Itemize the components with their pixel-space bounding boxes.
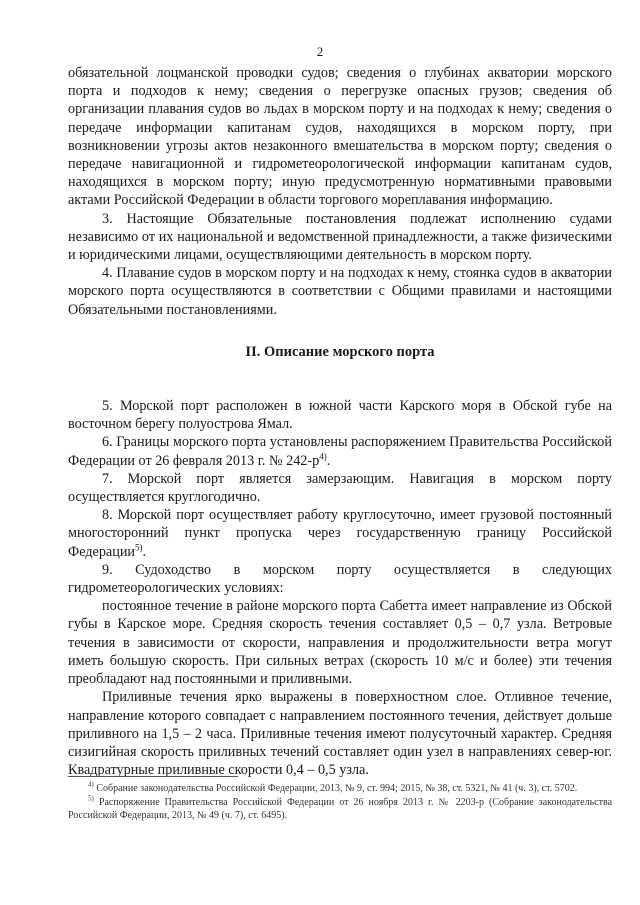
page-number: 2 [316,44,324,59]
paragraph-9: 9. Судоходство в морском порту осуществляется в следующих гидрометеорологических условиях: [68,561,612,597]
footnote-5 [68,796,612,823]
intro-paragraph: обязательной лоцманской проводки судов; сведения о глубинах акватории морского порта и подходов к нему; сведения о перегрузке опасных грузов; сведения об организации плавания судов во льдах в морском порту и на подходах к нему; сведения о передаче информации капитанам судов, находящихся в морском порту, при возникновении угрозы актов незаконного вмешательства в морском порту; сведения о передаче навигационной и гидрометеорологической информации капитанам судов, находящихся в морском порту; иную предусмотренную нормативными правовыми актами Российской Федерации в области торгового мореплавания информацию. [68,65,612,209]
paragraph-6-end: . [326,452,331,469]
footnote-divider [68,776,238,777]
paragraph-8-end: . [142,543,147,560]
paragraph-5: 5. Морской порт расположен в южной части Карского моря в Обской губе на восточном берегу полуострова Ямал. [68,398,612,433]
footnote-4 [68,782,612,796]
paragraph-tidal: Приливные течения ярко выражены в поверхностном слое. Отливное течение, направление которого совпадает с направлением постоянного течения, действует дольше приливного на 1,5 – 2 часа. Приливные течения имеют полусуточный характер. Средняя сизигийная скорость приливных течений составляет один узел в направлениях север-юг. Квадратурные приливные скорости 0,4 – 0,5 узла. [68,689,612,779]
footnote-4-text: Собрание законодательства Российской Федерации, 2013, № 9, ст. 994; 2015, № 38, ст. 5321, № 41 (ч. 3), ст. 5702. [96,783,578,794]
footnote-5-text: Распоряжение Правительства Российской Федерации от 26 ноября 2013 г. № 2203-р (Собрание законодательства Российской Федерации, 2013, № 49 (ч. 7), ст. 6495). [68,796,613,821]
paragraph-8-text: 8. Морской порт осуществляет работу круглосуточно, имеет грузовой постоянный многосторонний пункт пропуска через государственную границу Российской Федерации [68,507,612,560]
paragraph-4: 4. Плавание судов в морском порту и на подходах к нему, стоянка судов в акватории морского порта осуществляются в соответствии с Общими правилами и настоящими Обязательными постановлениями. [68,265,612,318]
footnote-ref-5: 5) [135,541,143,552]
paragraph-7: 7. Морской порт является замерзающим. Навигация в морском порту осуществляется круглогодично. [68,470,612,506]
document-body [68,64,612,779]
paragraph-8 [68,506,612,561]
paragraph-3: 3. Настоящие Обязательные постановления подлежат исполнению судами независимо от их национальной и ведомственной принадлежности, а также физическими и юридическими лицами, осуществляющими деятельность в морском порту. [68,210,612,264]
paragraph-6-text: 6. Границы морского порта установлены распоряжением Правительства Российской Федерации от 26 февраля 2013 г. № 242-р [68,434,612,469]
footnote-5-mark: 5) [88,794,94,803]
paragraph-6 [68,433,612,469]
footnote-ref-4: 4) [319,450,327,461]
paragraph-current: постоянное течение в районе морского порта Сабетта имеет направление из Обской губы в Карское море. Средняя скорость течения составляет 0,5 – 0,7 узла. Ветровые течения в зависимости от скорости, направления и продолжительности ветра могут иметь большую скорость. При сильных ветрах (скорость 10 м/с и более) эти течения преобладают над постоянными и приливными. [68,598,612,688]
footnote-4-mark: 4) [88,780,94,789]
section-heading: II. Описание морского порта [245,343,435,360]
footnotes [68,782,612,823]
